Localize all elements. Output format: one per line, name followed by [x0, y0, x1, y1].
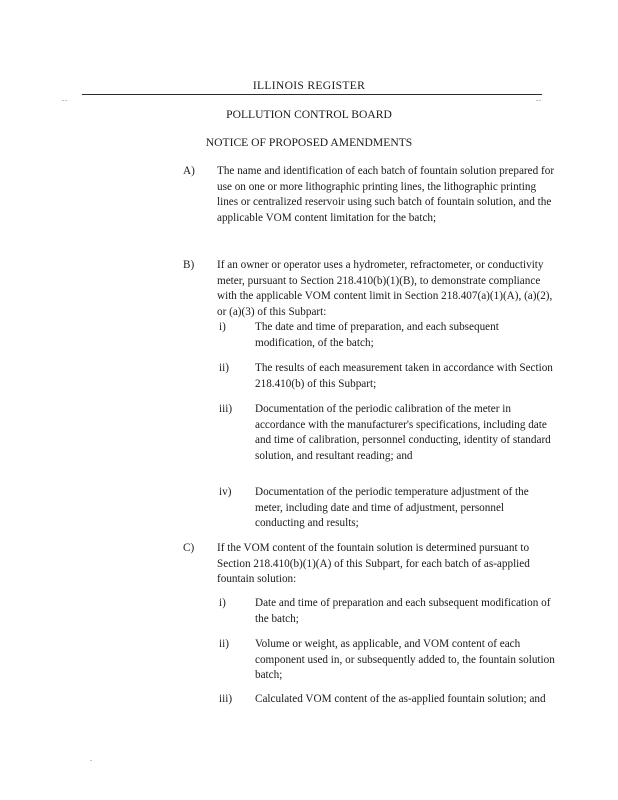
notice-title: NOTICE OF PROPOSED AMENDMENTS — [205, 136, 413, 149]
agency-name: POLLUTION CONTROL BOARD — [226, 108, 392, 121]
item-c-marker: C) — [183, 542, 195, 554]
item-b-iii-text: Documentation of the periodic calibration of the meter in accordance with the manufacturer's specifications, including date and time of calibration, personnel conducting, identity of standard solution, and resultant reading; and — [255, 403, 551, 462]
footer-mark: . — [90, 754, 92, 763]
item-b-iv-text: Documentation of the periodic temperature adjustment of the meter, including date and time of adjustment, personnel conducting and results; — [255, 486, 529, 529]
item-a-text: The name and identification of each batch of fountain solution prepared for use on one or more lithographic printing lines, the lithographic printing lines or centralized reservoir using such batch of fountain solution, and the applicable VOM content limitation for the batch; — [217, 165, 555, 224]
item-b-iii-marker: iii) — [219, 403, 233, 415]
item-b-ii-text: The results of each measurement taken in accordance with Section 218.410(b) of this Subpart; — [255, 362, 553, 390]
item-c-iii-text: Calculated VOM content of the as-applied fountain solution; and — [255, 693, 546, 705]
item-a-marker: A) — [183, 165, 195, 177]
item-c-ii-marker: ii) — [219, 638, 229, 650]
item-b-i-text: The date and time of preparation, and each subsequent modification, of the batch; — [255, 321, 499, 349]
item-c-ii-text: Volume or weight, as applicable, and VOM content of each component used in, or subsequently added to, the fountain solution batch; — [255, 638, 555, 681]
item-c-i-text: Date and time of preparation and each subsequent modification of the batch; — [255, 597, 551, 625]
header-mark-left: .. — [62, 94, 68, 103]
item-b-iv-marker: iv) — [219, 486, 232, 498]
header-mark-right: .. — [536, 94, 542, 103]
item-b-ii-marker: ii) — [219, 362, 229, 374]
register-title: ILLINOIS REGISTER — [252, 79, 366, 92]
item-b-text: If an owner or operator uses a hydrometer, refractometer, or conductivity meter, pursuant to Section 218.410(b)(1)(B), to demonstrate compliance with the applicable VOM content limit in Section 218.407(a)(1)(A), (a)(2), or (a)(3) of this Subpart: — [217, 259, 553, 318]
item-c-text: If the VOM content of the fountain solution is determined pursuant to Section 218.410(b)(1)(A) of this Subpart, for each batch of as-applied fountain solution: — [217, 542, 530, 585]
item-b-marker: B) — [183, 259, 195, 271]
item-c-iii-marker: iii) — [219, 693, 233, 705]
header-rule — [82, 94, 542, 95]
item-c-i-marker: i) — [219, 597, 226, 609]
item-b-i-marker: i) — [219, 321, 226, 333]
